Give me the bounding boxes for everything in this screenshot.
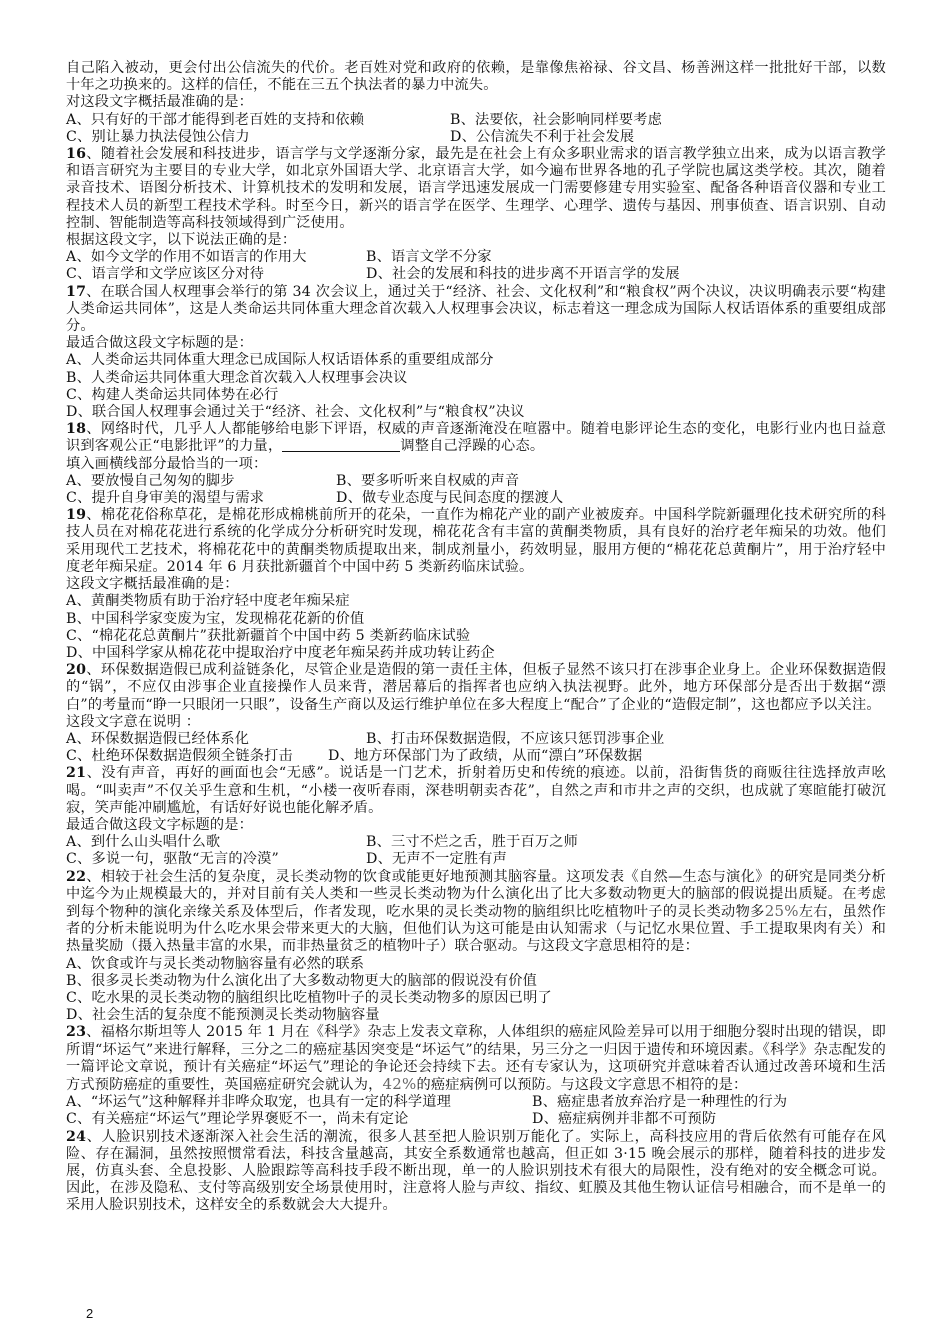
- question-20: [66, 662, 886, 714]
- option-b: B、癌症患者放弃治疗是一种理性的行为: [532, 1094, 788, 1111]
- option-a: A、到什么山头唱什么歌: [66, 834, 221, 851]
- percent-value: 42%: [382, 1074, 417, 1093]
- option-b: B、三寸不烂之舌，胜于百万之师: [366, 834, 579, 851]
- question-number: 23: [66, 1024, 87, 1041]
- option-a: A、饮食或许与灵长类动物脑容量有必然的联系: [66, 955, 365, 972]
- question-number: 18: [66, 421, 87, 438]
- option-c: C、吃水果的灵长类动物的脑组织比吃植物叶子的灵长类动物多的原因已明了: [66, 989, 552, 1006]
- question-text-tail: 调整自己浮躁的心态。: [400, 438, 545, 455]
- question-prompt: 这段文字概括最准确的是：: [66, 576, 239, 593]
- option-c: C、构建人类命运共同体势在必行: [66, 386, 279, 403]
- option-b: B、人类命运共同体重大理念首次载入人权理事会决议: [66, 369, 408, 386]
- option-row: [66, 249, 886, 266]
- question-19: [66, 507, 886, 576]
- question-text: 、环保数据造假已成利益链条化，尽管企业是造假的第一责任主体，但板子显然不该只打在涉事企业身上。企业环保数据造假的“锅”，不应仅由涉事企业直接操作人员来背，潜居幕后的指挥者也应纳入执法视野。此外，地方环保部分是否出于数据“漂白”的考量而“睁一只眼闭一只眼”，设备生产商以及运行维护单位在多大程度上“配合”了企业的“造假定制”，这也都应予以关注。: [66, 662, 886, 713]
- option-row: [66, 129, 886, 146]
- option-a: A、只有好的干部才能得到老百姓的支持和依赖: [66, 111, 365, 128]
- document-body: [66, 60, 886, 1215]
- question-prompt: 填入画横线部分最恰当的一项：: [66, 455, 268, 472]
- question-text: 、福格尔斯坦等人 2015 年 1 月在《科学》杂志上发表文章称，人体组织的癌症风险差异可以用于细胞分裂时出现的错误，即所谓“坏运气”来进行解释，三分之二的癌症基因突变是“坏运气”的结果，另三分之一归因于遗传和环境因素。《科学》杂志配发的一篇评论文章说，预计有关癌症“坏运气”理论的争论还会持续下去。还有专家认为，这项研究并意味着否认通过改善环境和生活方式预防癌症的重要性，英国癌症研究会就认为，: [66, 1024, 886, 1093]
- question-prompt: 最适合做这段文字标题的是：: [66, 816, 254, 833]
- option-a: A、如今文学的作用不如语言的作用大: [66, 249, 307, 266]
- option-c: C、语言学和文学应该区分对待: [66, 266, 265, 283]
- option-b: B、法要依，社会影响同样要考虑: [450, 111, 663, 128]
- option-b: B、中国科学家变废为宝，发现棉花花新的价值: [66, 610, 365, 627]
- option-c: C、别让暴力执法侵蚀公信力: [66, 128, 250, 145]
- option-row: [66, 490, 886, 507]
- option-row: [66, 473, 886, 490]
- question-text: 、相较于社会生活的复杂度，灵长类动物的饮食或能更好地预测其脑容量。这项发表《自然—生态与演化》的研究是同类分析中迄今为止规模最大的，并对目前有关人类和一些灵长类动物为什么演化出了比大多数动物更大的脑部的假说提出质疑。在考虑到每个物种的演化亲缘关系及体型后，作者发现，吃水果的灵长类动物的脑组织比吃植物叶子的灵长类动物多: [66, 868, 886, 920]
- option-d: D、做专业态度与民间态度的摆渡人: [336, 490, 564, 507]
- option-b: B、打击环保数据造假，不应该只惩罚涉事企业: [366, 730, 665, 747]
- question-18: [66, 421, 886, 455]
- fill-blank: [282, 438, 400, 452]
- option-row: [66, 1094, 886, 1111]
- option-a: A、人类命运共同体重大理念已成国际人权话语体系的重要组成部分: [66, 352, 494, 369]
- question-number: 20: [66, 662, 87, 679]
- question-number: 19: [66, 507, 87, 524]
- option-c: C、“棉花花总黄酮片”获批新疆首个中国中药 5 类新药临床试验: [66, 627, 471, 644]
- question-21: [66, 765, 886, 817]
- option-d: D、癌症病例并非都不可预防: [532, 1111, 717, 1128]
- option-a: A、环保数据造假已经体系化: [66, 730, 250, 747]
- page-number: 2: [86, 1306, 94, 1321]
- question-22: [66, 869, 886, 956]
- intro-prompt: 对这段文字概括最准确的是：: [66, 94, 254, 111]
- question-number: 16: [66, 146, 87, 163]
- option-d: D、社会生活的复杂度不能预测灵长类动物脑容量: [66, 1007, 380, 1024]
- option-row: [66, 266, 886, 283]
- option-d: D、社会的发展和科技的进步离不开语言学的发展: [366, 266, 680, 283]
- question-number: 22: [66, 868, 87, 885]
- option-b: B、很多灵长类动物为什么演化出了大多数动物更大的脑部的假说没有价值: [66, 972, 538, 989]
- option-d: D、公信流失不利于社会发展: [450, 128, 635, 145]
- intro-paragraph: 自己陷入被动，更会付出公信流失的代价。老百姓对党和政府的依赖，是靠像焦裕禄、谷文昌、杨善洲这样一批批好干部，以数十年之功换来的。这样的信任，不能在三五个执法者的暴力中流失。: [66, 60, 886, 94]
- question-prompt: 根据这段文字，以下说法正确的是：: [66, 232, 297, 249]
- question-24: [66, 1129, 886, 1215]
- option-d: D、中国科学家从棉花花中提取治疗中度老年痴呆药并成功转让药企: [66, 644, 495, 661]
- question-number: 17: [66, 283, 87, 300]
- question-text: 、随着社会发展和科技进步，语言学与文学逐渐分家，最先是在社会上有众多职业需求的语言教学独立出来，成为以语言教学和语言研究为主要目的专业大学，如北京外国语大学、北京语言大学，如今遍布世界各地的孔子学院也属这类学校。其次，随着录音技术、语图分析技术、计算机技术的发明和发展，语言学迅速发展成一门需要修建专用实验室、配备各种语音仪器和专业工程技术人员的新型工程技术学科。时至今日，新兴的语言学在医学、生理学、心理学、遗传与基因、刑事侦查、语言识别、自动控制、智能制造等高科技领域得到广泛使用。: [66, 146, 886, 231]
- option-b: B、语言文学不分家: [366, 249, 492, 266]
- option-a: A、“坏运气”这种解释并非哗众取宠，也具有一定的科学道理: [66, 1094, 452, 1111]
- option-c: C、提升自身审美的渴望与需求: [66, 490, 265, 507]
- option-row: [66, 112, 886, 129]
- question-16: [66, 146, 886, 232]
- option-row: [66, 851, 886, 868]
- question-number: 21: [66, 765, 87, 782]
- question-text: 、网络时代，几乎人人都能够给电影下评语，权威的声音逐渐淹没在喧嚣中。随着电影评论生态的变化，电影行业内也日益意识到客观公正“电影批评”的力量，: [66, 421, 886, 455]
- option-c: C、杜绝环保数据造假须全链条打击: [66, 748, 293, 765]
- option-a: A、要放慢自己匆匆的脚步: [66, 472, 235, 489]
- question-text: 、人脸识别技术逐渐深入社会生活的潮流，很多人甚至把人脸识别万能化了。实际上，高科技应用的背后依然有可能存在风险、存在漏洞，虽然按照惯常看法，科技含量越高，其安全系数通常也越高，但正如 3·15 晚会展示的那样，随着科技的进步发展，仿真头套、全息投影、人脸跟踪等高科技手段不断出现，单一的人脸识别技术有很大的局限性，没有绝对的安全概念可说。因此，在涉及隐私、支付等高级别安全场景使用时，注意将人脸与声纹、指纹、虹膜及其他生物认证信号相融合，而不是单一的采用人脸识别技术，这样安全的系数就会大大提升。: [66, 1128, 886, 1214]
- option-d: D、地方环保部门为了政绩，从而“漂白”环保数据: [328, 748, 643, 765]
- option-b: B、要多听听来自权威的声音: [336, 472, 520, 489]
- question-17: [66, 284, 886, 336]
- option-row: [66, 731, 886, 748]
- option-row: [66, 1111, 886, 1128]
- option-c: C、多说一句，驱散“无言的冷漠”: [66, 851, 279, 868]
- option-a: A、黄酮类物质有助于治疗轻中度老年痴呆症: [66, 593, 350, 610]
- question-number: 24: [66, 1128, 87, 1145]
- question-text: 、棉花花俗称草花，是棉花形成棉桃前所开的花朵，一直作为棉花产业的副产业被废弃。中国科学院新疆理化技术研究所的科技人员在对棉花花进行系统的化学成分分析研究时发现，棉花花含有丰富的黄酮类物质，具有良好的治疗老年痴呆的功效。他们采用现代工艺技术，将棉花花中的黄酮类物质提取出来，制成剂量小，药效明显，服用方便的“棉花花总黄酮片”，用于治疗轻中度老年痴呆症。2014 年 6 月获批新疆首个中国中药 5 类新药临床试验。: [66, 507, 886, 575]
- question-23: [66, 1024, 886, 1094]
- question-text-tail: 左右，虽然作者的分析未能说明为什么吃水果会带来更大的大脑，但他们认为这可能是由认知需求（与记忆水果位置、手工提取果肉有关）和热量奖励（摄入热量丰富的水果，而非热量贫乏的植物叶子）联合驱动。与这段文字意思相符的是：: [66, 903, 886, 955]
- option-row: [66, 834, 886, 851]
- question-text-tail: 的癌症病例可以预防。与这段文字意思不相符的是：: [416, 1076, 748, 1093]
- option-c: C、有关癌症“坏运气”理论学界褒贬不一，尚未有定论: [66, 1111, 409, 1128]
- percent-value: 25%: [764, 901, 799, 920]
- question-text: 、没有声音，再好的画面也会“无感”。说话是一门艺术，折射着历史和传统的痕迹。以前，沿街售货的商贩往往选择放声吆喝。“叫卖声”不仅关乎生意和生机，“小楼一夜听春雨，深巷明朝卖杏花”，自然之声和市井之声的交织，也成就了寒暄能打破沉寂，笑声能冲刷尴尬，有话好好说也能化解矛盾。: [66, 765, 886, 816]
- question-text: 、在联合国人权理事会举行的第 34 次会议上，通过关于“经济、社会、文化权利”和“粮食权”两个决议，决议明确表示要“构建人类命运共同体”，这是人类命运共同体重大理念首次载入人权理事会决议，标志着这一理念成为国际人权话语体系的重要组成部分。: [66, 283, 886, 335]
- option-d: D、联合国人权理事会通过关于“经济、社会、文化权利”与“粮食权”决议: [66, 404, 525, 421]
- question-prompt: 这段文字意在说明 ：: [66, 713, 201, 730]
- question-prompt: 最适合做这段文字标题的是：: [66, 335, 254, 352]
- option-row: [66, 748, 886, 765]
- option-d: D、无声不一定胜有声: [366, 851, 508, 868]
